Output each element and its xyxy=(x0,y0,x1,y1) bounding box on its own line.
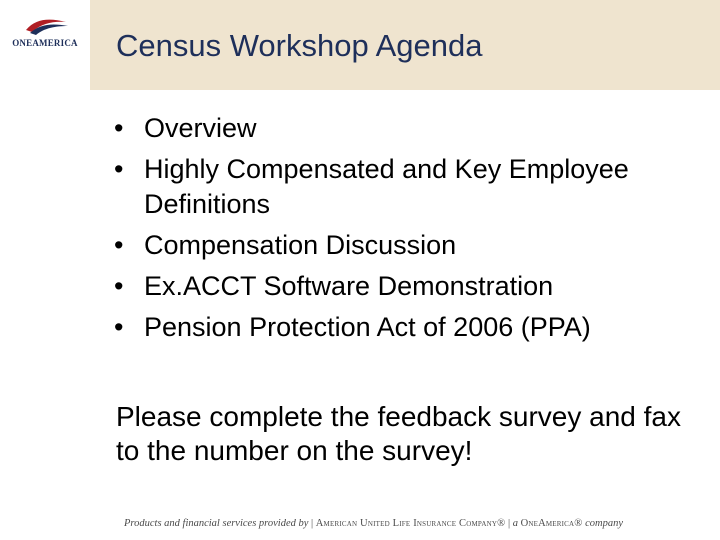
agenda-item xyxy=(114,152,704,222)
logo-wordmark: ONEAMERICA xyxy=(12,38,78,48)
title-header-band xyxy=(90,0,720,90)
company-logo xyxy=(0,0,90,90)
agenda-item-text: Highly Compensated and Key Employee Definitions xyxy=(144,154,629,219)
footer-separator: | xyxy=(311,518,314,529)
agenda-item-text: Ex.ACCT Software Demonstration xyxy=(144,271,554,301)
bullet-icon: • xyxy=(114,271,124,301)
page-title: Census Workshop Agenda xyxy=(116,28,483,63)
footer-company-name: American United Life Insurance Company® xyxy=(315,518,506,529)
agenda-item xyxy=(114,269,704,304)
footer-company-suffix: company xyxy=(585,518,623,529)
footer-provided-by: Products and financial services provided by xyxy=(124,518,309,529)
footer-parent-name: OneAmerica® xyxy=(520,518,583,529)
bullet-icon: • xyxy=(114,312,124,342)
footer-a-prefix: a xyxy=(512,518,518,529)
bullet-icon: • xyxy=(114,154,124,184)
agenda-item-text: Pension Protection Act of 2006 (PPA) xyxy=(144,312,591,342)
footer-separator: | xyxy=(507,518,511,529)
agenda-list xyxy=(114,111,704,351)
agenda-item-text: Overview xyxy=(144,113,257,143)
agenda-item xyxy=(114,111,704,146)
agenda-item-text: Compensation Discussion xyxy=(144,230,457,260)
footer-credit xyxy=(124,518,623,529)
feedback-note: Please complete the feedback survey and fax to the number on the survey! xyxy=(116,401,682,466)
agenda-item xyxy=(114,310,704,345)
agenda-item xyxy=(114,228,704,263)
flag-swoosh-icon xyxy=(22,16,70,36)
bullet-icon: • xyxy=(114,113,124,143)
bullet-icon: • xyxy=(114,230,124,260)
